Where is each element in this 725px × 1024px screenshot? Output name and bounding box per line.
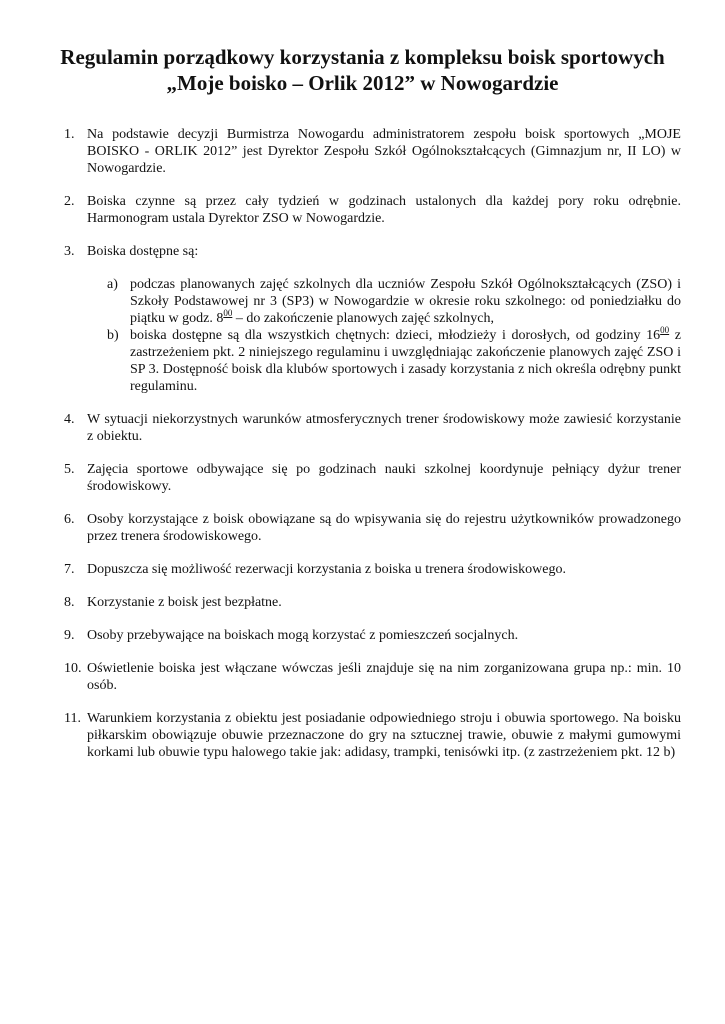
rule-item: [0, 627, 681, 644]
document-title: [40, 44, 685, 96]
rule-number: 6.: [64, 512, 75, 527]
rule-item: [0, 461, 681, 495]
rule-item: [0, 594, 681, 611]
rule-text: W sytuacji niekorzystnych warunków atmosferycznych trener środowiskowy może zawiesić korzystanie z obiektu.: [87, 412, 681, 444]
rule-text: Boiska czynne są przez cały tydzień w godzinach ustalonych dla każdej pory roku odrębnie. Harmonogram ustala Dyrektor ZSO w Nowogardzie.: [87, 194, 681, 226]
rule-text: Boiska dostępne są:: [87, 244, 199, 259]
rule-number: 5.: [64, 462, 75, 477]
rule-item: [0, 243, 681, 395]
rule-number: 10.: [64, 661, 82, 676]
rule-number: 11.: [64, 711, 81, 726]
rule-text: Dopuszcza się możliwość rezerwacji korzystania z boiska u trenera środowiskowego.: [87, 562, 566, 577]
time-superscript: 00: [223, 308, 233, 318]
rule-number: 8.: [64, 595, 75, 610]
rule-text: Oświetlenie boiska jest włączane wówczas jeśli znajduje się na nim zorganizowana grupa np.: min. 10 osób.: [87, 661, 681, 693]
rule-item: [0, 126, 681, 177]
rule-text: Osoby korzystające z boisk obowiązane są do wpisywania się do rejestru użytkowników prowadzonego przez trenera środowiskowego.: [87, 512, 681, 544]
rule-item: [0, 193, 681, 227]
sub-item: [87, 276, 681, 327]
rule-item: [0, 561, 681, 578]
title-line-1: Regulamin porządkowy korzystania z kompleksu boisk sportowych: [60, 45, 665, 69]
title-line-2: „Moje boisko – Orlik 2012” w Nowogardzie: [166, 71, 559, 95]
rule-item: [0, 411, 681, 445]
rule-item: [0, 710, 681, 761]
rule-text: Osoby przebywające na boiskach mogą korzystać z pomieszczeń socjalnych.: [87, 628, 519, 643]
rule-item: [0, 660, 681, 694]
sub-item: [87, 327, 681, 395]
rule-text: Na podstawie decyzji Burmistrza Nowogardu administratorem zespołu boisk sportowych „MOJE BOISKO - ORLIK 2012” jest Dyrektor Zespołu Szkół Ogólnokształcących (Gimnazjum nr, II LO) w Nowogardzie.: [87, 127, 681, 176]
rule-number: 2.: [64, 194, 75, 209]
rules-list: [0, 126, 725, 777]
rule-number: 4.: [64, 412, 75, 427]
sub-item-text: boiska dostępne są dla wszystkich chętnych: dzieci, młodzieży i dorosłych, od godziny $16^{00}$ z zastrzeżeniem pkt. 2 niniejszego regulaminu i uwzględniając zakończenie planowych zajęć ZSO i SP 3. Dostępność boisk dla klubów sportowych i zasady korzystania z nich określa odrębny punkt regulaminu.: [130, 325, 681, 394]
rule-text: Warunkiem korzystania z obiektu jest posiadanie odpowiedniego stroju i obuwia sportowego. Na boisku piłkarskim obowiązuje obuwie przeznaczone do gry na sztucznej trawie, obuwie z małymi gumowymi korkami lub obuwie typu halowego takie jak: adidasy, trampki, tenisówki itp. (z zastrzeżeniem pkt. 12 b): [87, 711, 681, 760]
rule-text: Korzystanie z boisk jest bezpłatne.: [87, 595, 282, 610]
sub-item-text: podczas planowanych zajęć szkolnych dla uczniów Zespołu Szkół Ogólnokształcących (ZSO) i Szkoły Podstawowej nr 3 (SP3) w Nowogardzie w okresie roku szkolnego: od poniedziałku do piątku w godz. $8^{00}$ – do zakończenie planowych zajęć szkolnych,: [130, 277, 681, 326]
sub-item-label: b): [107, 328, 119, 343]
rule-number: 7.: [64, 562, 75, 577]
rule-text: Zajęcia sportowe odbywające się po godzinach nauki szkolnej koordynuje pełniący dyżur trener środowiskowy.: [87, 462, 681, 494]
rule-sublist: [87, 276, 681, 395]
rule-item: [0, 511, 681, 545]
rule-number: 1.: [64, 127, 75, 142]
time-superscript: 00: [660, 325, 670, 335]
rule-number: 9.: [64, 628, 75, 643]
rule-number: 3.: [64, 244, 75, 259]
sub-item-label: a): [107, 277, 118, 292]
